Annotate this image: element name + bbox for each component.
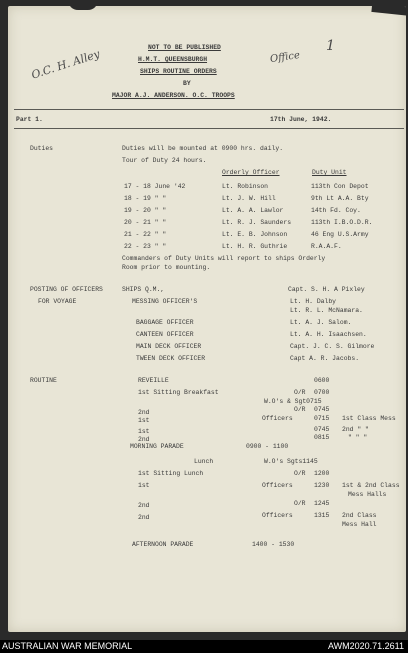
posting-name: Lt. H. Dalby xyxy=(290,298,337,305)
routine-lunch-4-time: 1315 xyxy=(314,512,330,519)
roster-unit: 46 Eng U.S.Army xyxy=(311,231,369,238)
routine-lunch-4-mess-hall: Mess Hall xyxy=(342,521,377,528)
routine-breakfast-3-group: Officers xyxy=(262,415,293,422)
routine-afternoon-parade-time: 1400 - 1530 xyxy=(252,541,295,548)
roster-unit: 14th Fd. Coy. xyxy=(311,207,361,214)
section-label-duties: Duties xyxy=(30,145,54,152)
roster-officer: Lt. R. J. Saunders xyxy=(222,219,292,226)
roster-date: 17 - 18 June '42 xyxy=(124,183,186,190)
column-header-officer: Orderly Officer xyxy=(222,169,280,176)
roster-officer: Lt. A. A. Lawlor xyxy=(222,207,284,214)
duties-line-2: Tour of Duty 24 hours. xyxy=(122,157,207,164)
roster-date: 19 - 20 " " xyxy=(124,207,167,214)
routine-breakfast-3: 1st xyxy=(138,417,150,424)
routine-lunch-2-time: 1230 xyxy=(314,482,330,489)
routine-lunch-1-group: O/R xyxy=(294,470,306,477)
header-not-published: NOT TO BE PUBLISHED xyxy=(148,44,221,51)
routine-breakfast-wo: W.O's & Sgt0715 xyxy=(264,398,322,405)
posting-role: MAIN DECK OFFICER xyxy=(136,343,202,350)
column-header-unit: Duty Unit xyxy=(312,169,347,176)
routine-lunch-3-group: O/R xyxy=(294,500,306,507)
posting-role: TWEEN DECK OFFICER xyxy=(136,355,206,362)
document-date: 17th June, 1942. xyxy=(270,116,332,123)
routine-lunch-2-mess: 1st & 2nd Class xyxy=(342,482,400,489)
routine-breakfast-3-time: 0715 xyxy=(314,415,330,422)
roster-date: 22 - 23 " " xyxy=(124,243,167,250)
routine-lunch: Lunch xyxy=(194,458,214,465)
header-orders-title: SHIPS ROUTINE ORDERS xyxy=(140,68,217,75)
routine-breakfast-4-time: 0745 xyxy=(314,426,330,433)
roster-date: 18 - 19 " " xyxy=(124,195,167,202)
routine-lunch-4: 2nd xyxy=(138,514,150,521)
routine-lunch-2-mess-halls: Mess Halls xyxy=(348,491,387,498)
roster-unit: 113th I.B.O.D.R. xyxy=(311,219,373,226)
routine-lunch-4-mess: 2nd Class xyxy=(342,512,377,519)
routine-breakfast-4: 1st xyxy=(138,428,150,435)
roster-officer: Lt. H. R. Guthrie xyxy=(222,243,288,250)
routine-reveille: REVEILLE xyxy=(138,377,169,384)
section-label-routine: ROUTINE xyxy=(30,377,57,384)
posting-name: Lt. A. H. Isaachsen. xyxy=(290,331,367,338)
posting-name: Capt. S. H. A Pixley xyxy=(288,286,365,293)
duties-line-1: Duties will be mounted at 0900 hrs. daily. xyxy=(122,145,284,152)
posting-name: Lt. A. J. Salom. xyxy=(290,319,352,326)
posting-role: SHIPS Q.M., xyxy=(122,286,165,293)
document-page xyxy=(8,6,406,632)
routine-lunch-1: 1st Sitting Lunch xyxy=(138,470,204,477)
routine-lunch-wo: W.O's Sgts1145 xyxy=(264,458,318,465)
routine-breakfast-5-mess: " " " xyxy=(348,434,368,441)
routine-breakfast-1-group: O/R xyxy=(294,389,306,396)
duties-note-1: Commanders of Duty Units will report to ships Orderly xyxy=(122,255,326,262)
posting-role: CANTEEN OFFICER xyxy=(136,331,194,338)
handwritten-note-left: O.C. H. Alley xyxy=(29,47,102,82)
posting-name: Lt. R. L. McNamara. xyxy=(290,307,363,314)
handwritten-mark: 1 xyxy=(326,38,335,54)
torn-corner-top-left xyxy=(68,6,98,10)
routine-breakfast-2: 2nd xyxy=(138,409,150,416)
routine-morning-parade-time: 0900 - 1100 xyxy=(246,443,289,450)
footer-institution: AUSTRALIAN WAR MEMORIAL xyxy=(2,641,133,651)
routine-lunch-3-time: 1245 xyxy=(314,500,330,507)
routine-lunch-1-time: 1200 xyxy=(314,470,330,477)
routine-breakfast-4-mess: 2nd " " xyxy=(342,426,369,433)
routine-breakfast-1: 1st Sitting Breakfast xyxy=(138,389,219,396)
roster-unit: 9th Lt A.A. Bty xyxy=(311,195,369,202)
roster-officer: Lt. J. W. Hill xyxy=(222,195,276,202)
routine-afternoon-parade: AFTERNOON PARADE xyxy=(132,541,194,548)
roster-date: 20 - 21 " " xyxy=(124,219,167,226)
section-label-postings: POSTING OF OFFICERS xyxy=(30,286,103,293)
posting-role: MESSING OFFICER'S xyxy=(132,298,198,305)
footer-accession-number: AWM2020.71.2611 xyxy=(327,641,404,651)
divider-bottom xyxy=(14,128,404,129)
header-ship: H.M.T. QUEENSBURGH xyxy=(138,56,208,63)
roster-officer: Lt. Robinson xyxy=(222,183,269,190)
roster-officer: Lt. E. B. Johnson xyxy=(222,231,288,238)
posting-name: Capt. J. C. S. Gilmore xyxy=(290,343,375,350)
torn-corner-top-right xyxy=(371,6,406,16)
routine-breakfast-5: 2nd xyxy=(138,436,150,443)
routine-breakfast-2-time: 0745 xyxy=(314,406,330,413)
archive-footer xyxy=(0,640,408,653)
routine-lunch-2-group: Officers xyxy=(262,482,293,489)
posting-role: BAGGAGE OFFICER xyxy=(136,319,194,326)
posting-name: Capt A. R. Jacobs. xyxy=(290,355,360,362)
header-by: BY xyxy=(183,80,191,87)
routine-reveille-time: 0600 xyxy=(314,377,330,384)
routine-breakfast-1-time: 0700 xyxy=(314,389,330,396)
routine-lunch-3: 2nd xyxy=(138,502,150,509)
routine-lunch-4-group: Officers xyxy=(262,512,293,519)
routine-breakfast-5-time: 0815 xyxy=(314,434,330,441)
duties-note-2: Room prior to mounting. xyxy=(122,264,211,271)
section-label-voyage: FOR VOYAGE xyxy=(38,298,77,305)
handwritten-note-right: Office xyxy=(269,49,301,66)
divider-top xyxy=(14,109,404,110)
roster-unit: 113th Con Depot xyxy=(311,183,369,190)
routine-morning-parade: MORNING PARADE xyxy=(130,443,184,450)
routine-lunch-2: 1st xyxy=(138,482,150,489)
header-commander: MAJOR A.J. ANDERSON. O.C. TROOPS xyxy=(112,92,235,99)
roster-date: 21 - 22 " " xyxy=(124,231,167,238)
roster-unit: R.A.A.F. xyxy=(311,243,342,250)
routine-breakfast-2-group: O/R xyxy=(294,406,306,413)
routine-breakfast-3-mess: 1st Class Mess xyxy=(342,415,396,422)
part-label: Part 1. xyxy=(16,116,43,123)
